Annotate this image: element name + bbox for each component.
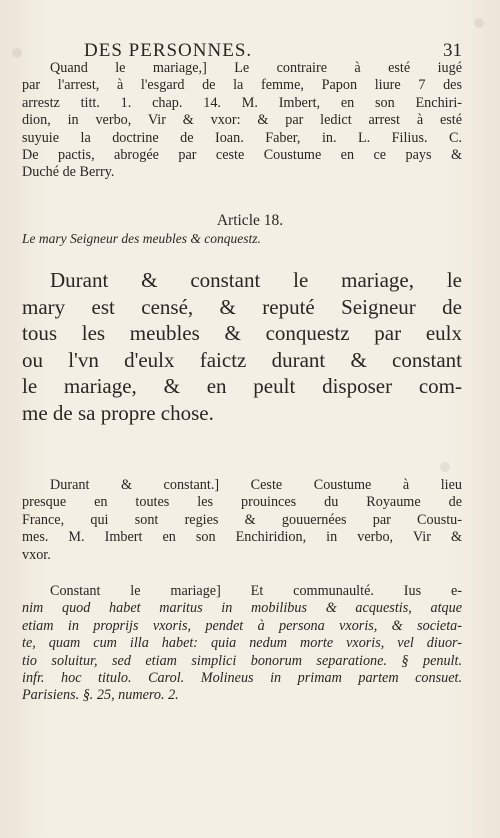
article-title: Article 18. [216, 212, 284, 229]
gloss-line: etiam in proprijs vxoris, pendet à persona vxoris, & societa- [22, 617, 462, 634]
gloss-line: par l'arrest, à l'esgard de la femme, Papon liure 7 des [22, 77, 462, 94]
gloss-line: Parisiens. §. 25, numero. 2. [22, 687, 179, 704]
gloss-line: te, quam cum illa habet: quia nedum morte vxoris, vel diuor- [22, 635, 462, 652]
page-spot [440, 462, 450, 472]
gloss-line: Quand le mariage,] Le contraire à esté iugé [50, 60, 462, 76]
main-line: tous les meubles & conquestz par eulx [22, 321, 462, 345]
gloss-line: France, qui sont regies & gouuernées par Coustu- [22, 511, 462, 528]
gloss-line: tio soluitur, sed etiam simplici bonorum separatione. § penult. [22, 652, 462, 669]
main-text [22, 267, 462, 426]
article-heading: Le mary Seigneur des meubles & conquestz. [22, 231, 261, 246]
page-number: 31 [443, 40, 462, 61]
gloss-line: Constant le mariage] Et communaulté. Ius e- [50, 583, 462, 599]
gloss-line: suyuie la doctrine de Ioan. Faber, in. L. Filius. C. [22, 129, 462, 146]
main-line: ou l'vn d'eulx faictz durant & constant [22, 347, 462, 372]
gloss-middle [22, 477, 462, 564]
page-spot [474, 18, 484, 28]
main-line: Durant & constant le mariage, le [50, 268, 462, 292]
gloss-line: mes. M. Imbert en son Enchiridion, in verbo, Vir & [22, 529, 462, 546]
running-head: DES PERSONNES. [84, 40, 253, 61]
main-line: le mariage, & en peult disposer com- [22, 374, 462, 398]
gloss-line: nim quod habet maritus in mobilibus & acquestis, atque [22, 600, 462, 617]
gloss-top [22, 60, 462, 182]
gloss-line: arrestz titt. 1. chap. 14. M. Imbert, en son Enchiri- [22, 94, 462, 111]
gloss-line: infr. hoc titulo. Carol. Molineus in primam partem consuet. [22, 670, 462, 687]
gloss-line: De pactis, abrogée par ceste Coustume en ce pays & [22, 147, 462, 164]
gloss-line: presque en toutes les prouinces du Royaume de [22, 494, 462, 511]
gloss-line: Duché de Berry. [22, 164, 115, 181]
gloss-line: Durant & constant.] Ceste Coustume à lieu [50, 477, 462, 493]
main-line: me de sa propre chose. [22, 400, 214, 425]
gloss-bottom [22, 583, 462, 705]
main-line: mary est censé, & reputé Seigneur de [22, 294, 462, 319]
gloss-line: dion, in verbo, Vir & vxor: & par ledict arrest à esté [22, 112, 462, 129]
gloss-line: vxor. [22, 546, 51, 563]
